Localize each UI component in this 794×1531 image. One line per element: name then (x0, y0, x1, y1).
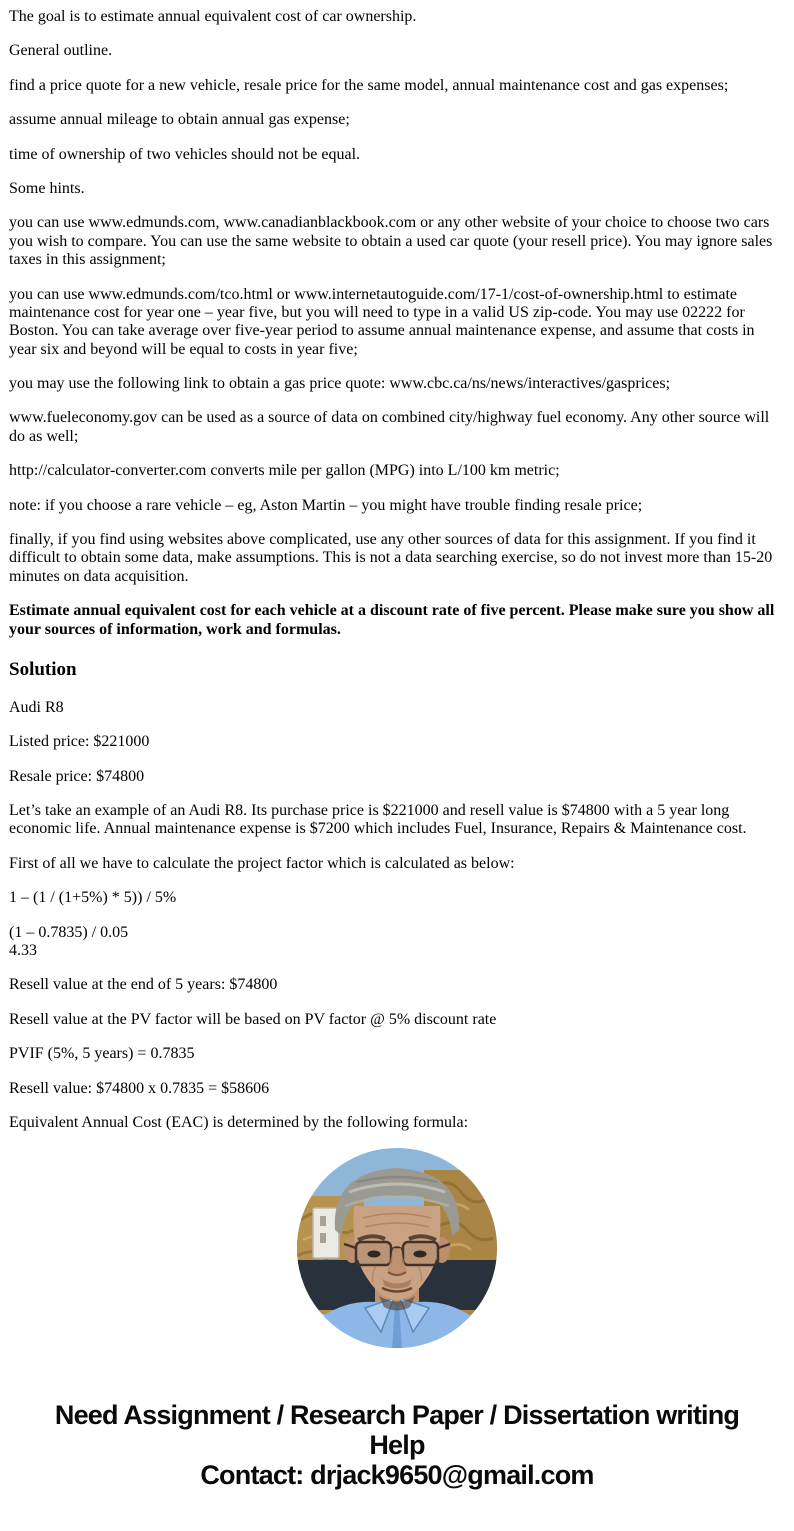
avatar-container (9, 1148, 785, 1353)
document-page (0, 8, 794, 1531)
hint-paragraph: you can use www.edmunds.com, www.canadianblackbook.com or any other website of your choice to choose two cars you wish to compare. You can use the same website to obtain a used car quote (your resell price). You may ignore sales taxes in this assignment; (9, 214, 773, 269)
formula-step-result: 4.33 (9, 941, 37, 959)
pvif-line: PVIF (5%, 5 years) = 0.7835 (9, 1045, 195, 1063)
resell-value-line: Resell value at the end of 5 years: $74800 (9, 976, 278, 994)
project-factor-formula: 1 – (1 / (1+5%) * 5)) / 5% (9, 889, 177, 907)
solution-fact-resale-price: Resale price: $74800 (9, 767, 145, 785)
hint-paragraph: you can use www.edmunds.com/tco.html or www.internetautoguide.com/17-1/cost-of-ownership.html to estimate maintenance cost for year one – year five, but you will need to type in a valid US zip-code. You may use 02222 for Boston. You can take average over five-year period to assume annual maintenance expense, and assume that costs in year six and beyond will be equal to costs in year five; (9, 285, 755, 358)
assignment-task-note: Estimate annual equivalent cost for each vehicle at a discount rate of five percent. Please make sure you show all your sources of information, work and formulas. (9, 602, 775, 638)
eac-intro-line: Equivalent Annual Cost (EAC) is determined by the following formula: (9, 1113, 469, 1131)
solution-fact-listed-price: Listed price: $221000 (9, 733, 150, 751)
intro-paragraph: General outline. (9, 42, 113, 60)
hint-paragraph: you may use the following link to obtain a gas price quote: www.cbc.ca/ns/news/interactives/gasprices; (9, 375, 671, 393)
intro-paragraph: time of ownership of two vehicles should not be equal. (9, 145, 361, 163)
resell-pv-line: Resell value at the PV factor will be based on PV factor @ 5% discount rate (9, 1010, 497, 1028)
project-factor-intro: First of all we have to calculate the project factor which is calculated as below: (9, 854, 515, 872)
formula-step-1: (1 – 0.7835) / 0.05 (9, 923, 129, 941)
intro-paragraph: Some hints. (9, 179, 85, 197)
solution-heading: Solution (9, 658, 77, 680)
hint-paragraph: note: if you choose a rare vehicle – eg, Aston Martin – you might have trouble finding resale price; (9, 496, 643, 514)
resell-calc-line: Resell value: $74800 x 0.7835 = $58606 (9, 1079, 270, 1097)
contact-line: Contact: drjack9650@gmail.com (200, 1459, 594, 1490)
promo-heading: Need Assignment / Research Paper / Dissertation writing Help (54, 1399, 740, 1460)
tutor-photo (297, 1148, 497, 1348)
intro-paragraph: The goal is to estimate annual equivalent cost of car ownership. (9, 8, 417, 25)
hint-paragraph: http://calculator-converter.com converts mile per gallon (MPG) into L/100 km metric; (9, 462, 560, 480)
promo-footer (32, 1400, 762, 1490)
intro-paragraph: assume annual mileage to obtain annual gas expense; (9, 111, 350, 129)
hint-paragraph: finally, if you find using websites above complicated, use any other sources of data for this assignment. If you find it difficult to obtain some data, make assumptions. This is not a data searching exercise, so do not invest more than 15-20 minutes on data acquisition. (9, 531, 773, 585)
formula-steps (9, 924, 785, 961)
intro-paragraph: find a price quote for a new vehicle, resale price for the same model, annual maintenance cost and gas expenses; (9, 76, 729, 94)
solution-fact-vehicle: Audi R8 (9, 698, 64, 716)
hint-paragraph: www.fueleconomy.gov can be used as a source of data on combined city/highway fuel economy. Any other source will do as well; (9, 409, 770, 445)
solution-example-paragraph: Let’s take an example of an Audi R8. Its purchase price is $221000 and resell value is $74800 with a 5 year long economic life. Annual maintenance expense is $7200 which includes Fuel, Insurance, Repairs & Maintenance cost. (9, 802, 747, 838)
